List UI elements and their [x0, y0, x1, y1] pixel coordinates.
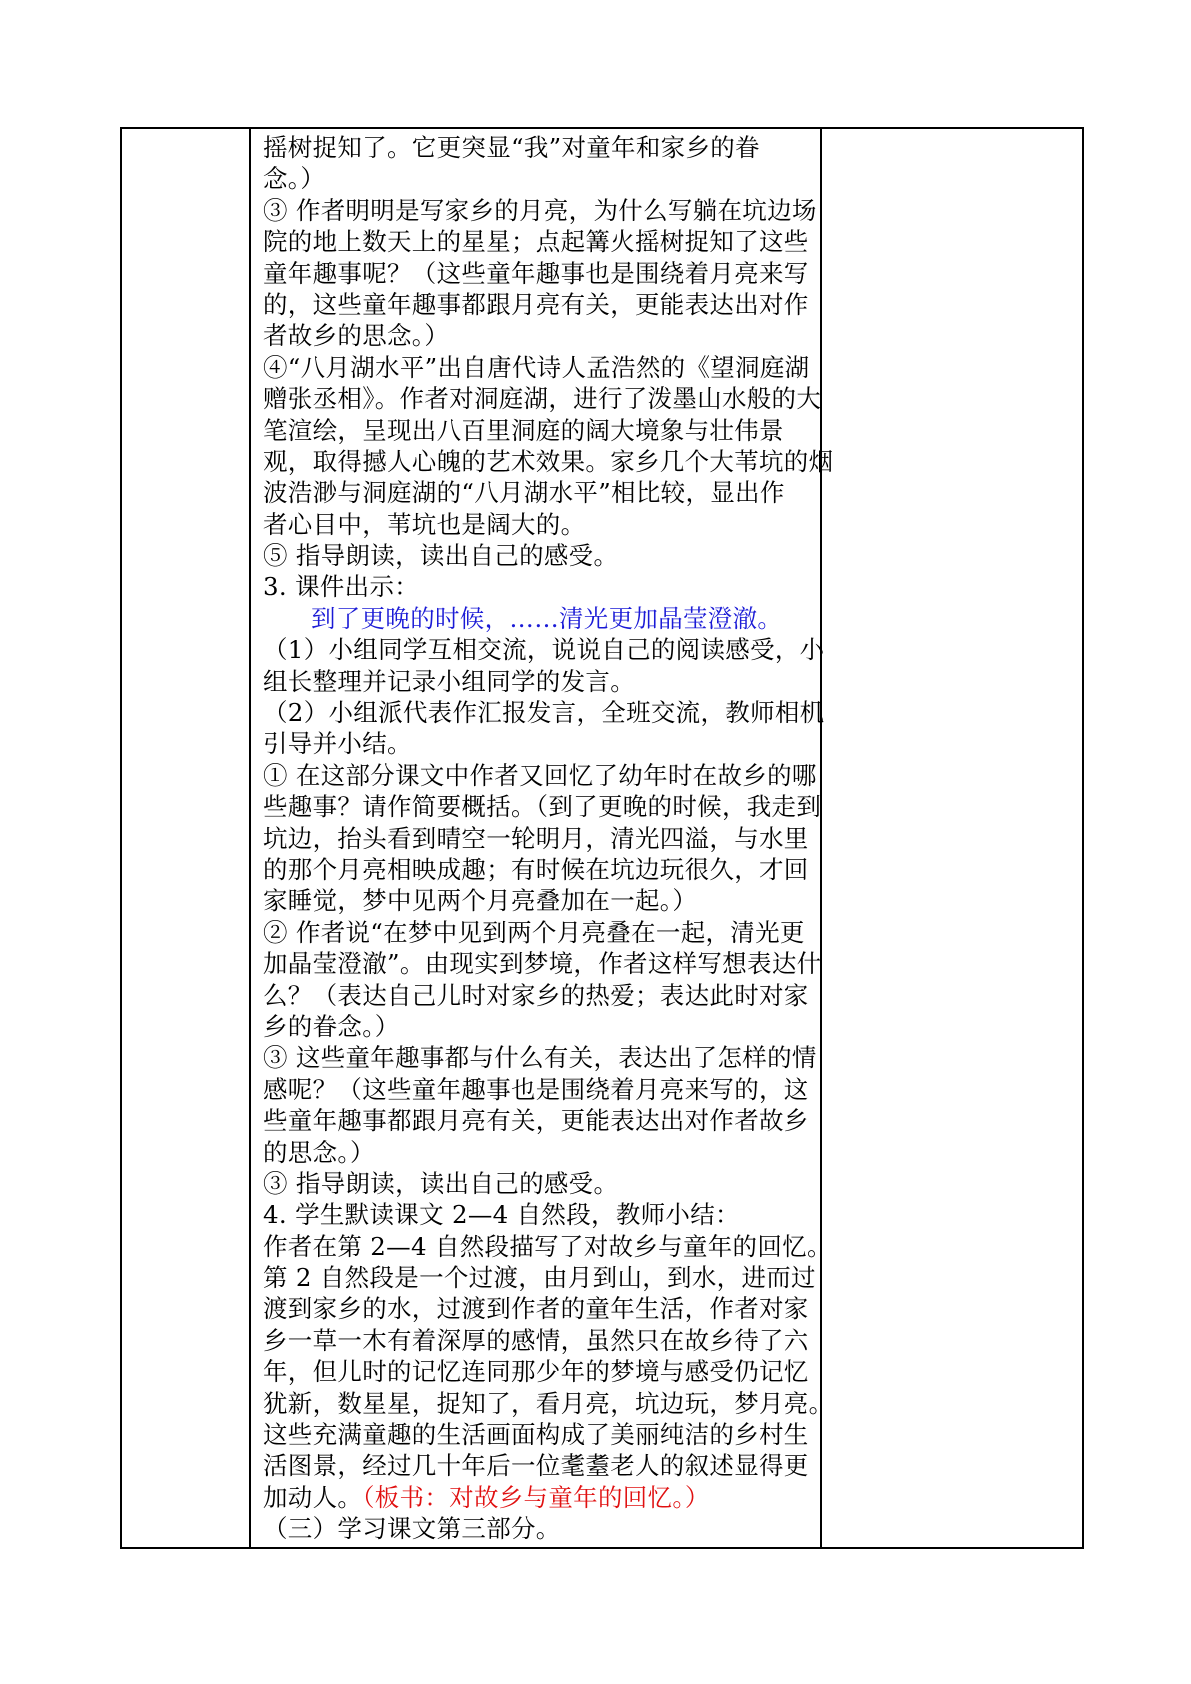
text-line: 作者在第 2—4 自然段描写了对故乡与童年的回忆。	[263, 1231, 832, 1261]
text-line: 些童年趣事都跟月亮有关，更能表达出对作者故乡	[263, 1106, 809, 1136]
text-line: 4. 学生默读课文 2—4 自然段，教师小结：	[263, 1200, 740, 1230]
section-heading: （三）学习课文第三部分。	[263, 1514, 561, 1544]
text-line: 童年趣事呢？（这些童年趣事也是围绕着月亮来写	[263, 258, 809, 288]
text-line: （2）小组派代表作汇报发言，全班交流，教师相机	[263, 698, 825, 728]
text-line: 的，这些童年趣事都跟月亮有关，更能表达出对作	[263, 289, 809, 319]
text-line: ③ 指导朗读，读出自己的感受。	[263, 1168, 619, 1198]
board-note: （板书：对故乡与童年的回忆。）	[362, 1482, 710, 1512]
text-line: 3. 课件出示：	[263, 572, 420, 602]
text-line: 组长整理并记录小组同学的发言。	[263, 666, 635, 696]
table-right-column	[822, 129, 1082, 1547]
text-line: ① 在这部分课文中作者又回忆了幼年时在故乡的哪	[263, 760, 817, 790]
text-line: 年，但儿时的记忆连同那少年的梦境与感受仍记忆	[263, 1357, 809, 1387]
text-line: ② 作者说“在梦中见到两个月亮叠在一起，清光更	[263, 917, 805, 947]
text-line: 么？（表达自己儿时对家乡的热爱；表达此时对家	[263, 980, 809, 1010]
text-line: 感呢？（这些童年趣事也是围绕着月亮来写的，这	[263, 1074, 809, 1104]
text-line: 坑边，抬头看到晴空一轮明月，清光四溢，与水里	[263, 823, 809, 853]
text-line: 波浩渺与洞庭湖的“八月湖水平”相比较，显出作	[263, 478, 785, 508]
text-line: 这些充满童趣的生活画面构成了美丽纯洁的乡村生	[263, 1420, 809, 1450]
text-line: ③ 这些童年趣事都与什么有关，表达出了怎样的情	[263, 1043, 817, 1073]
text-line: 的思念。）	[263, 1137, 375, 1167]
text-line: 第 2 自然段是一个过渡，由月到山，到水，进而过	[263, 1263, 816, 1293]
text-line: （1）小组同学互相交流，说说自己的阅读感受，小	[263, 635, 825, 665]
text-line: 犹新，数星星，捉知了，看月亮，坑边玩，梦月亮。	[263, 1388, 834, 1418]
text-line: ④“八月湖水平”出自唐代诗人孟浩然的《望洞庭湖	[263, 352, 810, 382]
text-line: 活图景，经过几十年后一位耄耋老人的叙述显得更	[263, 1451, 809, 1481]
text-span: 加动人。	[263, 1482, 363, 1512]
text-line: 加晶莹澄澈”。由现实到梦境，作者这样写想表达什	[263, 949, 822, 979]
table-left-column	[122, 129, 251, 1547]
text-line: 笔渲绘，呈现出八百里洞庭的阔大境象与壮伟景	[263, 415, 784, 445]
text-line: 摇树捉知了。它更突显“我”对童年和家乡的眷	[263, 133, 760, 162]
lesson-table	[120, 127, 1084, 1549]
text-line: 些趣事？请作简要概括。（到了更晚的时候，我走到	[263, 792, 822, 822]
text-line: 念。）	[263, 164, 326, 194]
text-line: 院的地上数天上的星星；点起篝火摇树捉知了这些	[263, 227, 809, 257]
text-line: ③ 作者明明是写家乡的月亮，为什么写躺在坑边场	[263, 195, 817, 225]
text-line: 观，取得撼人心魄的艺术效果。家乡几个大苇坑的烟	[263, 446, 834, 476]
text-line: 赠张丞相》。作者对洞庭湖，进行了泼墨山水般的大	[263, 384, 822, 414]
text-line: 者心目中，苇坑也是阔大的。	[263, 509, 586, 539]
text-line: 的那个月亮相映成趣；有时候在坑边玩很久，才回	[263, 854, 809, 884]
text-line: ⑤ 指导朗读，读出自己的感受。	[263, 541, 619, 571]
text-line: 家睡觉，梦中见两个月亮叠加在一起。）	[263, 886, 698, 916]
text-line: 乡的眷念。）	[263, 1011, 400, 1041]
text-line: 引导并小结。	[263, 729, 412, 759]
text-line: 渡到家乡的水，过渡到作者的童年生活，作者对家	[263, 1294, 809, 1324]
text-line-with-board-note	[263, 1482, 816, 1513]
courseware-quote: 到了更晚的时候，……清光更加晶莹澄澈。	[311, 603, 783, 633]
table-main-column	[251, 129, 834, 1547]
text-line: 乡一草一木有着深厚的感情，虽然只在故乡待了六	[263, 1325, 809, 1355]
text-line: 者故乡的思念。）	[263, 321, 450, 351]
